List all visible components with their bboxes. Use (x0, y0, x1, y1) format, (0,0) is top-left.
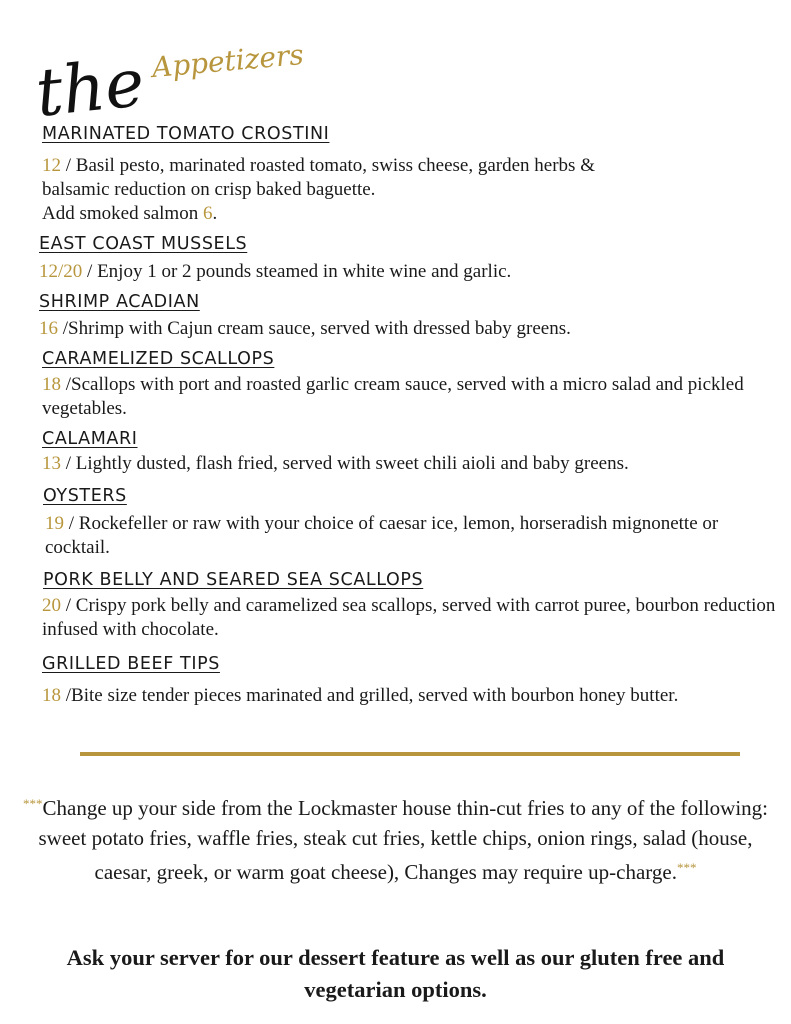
item-title-oysters: OYSTERS (43, 486, 127, 506)
addon-text: Add smoked salmon (42, 203, 203, 224)
item-text: Bite size tender pieces marinated and grilled, served with bourbon honey butter. (71, 685, 679, 706)
price-separator: / (61, 595, 76, 616)
item-title-caramelized-scallops: CARAMELIZED SCALLOPS (42, 349, 275, 369)
item-title-grilled-beef-tips: GRILLED BEEF TIPS (42, 654, 220, 674)
item-title-shrimp-acadian: SHRIMP ACADIAN (39, 292, 200, 312)
item-price: 16 (39, 318, 58, 339)
note-text: Change up your side from the Lockmaster house thin-cut fries to any of the following: sweet potato fries, waffle fries, steak cut fries, kettle chips, onion rings, salad (house, caesar, greek, or warm goat cheese), Changes may require up-charge. (38, 796, 768, 884)
price-separator: / (64, 513, 79, 534)
item-price: 18 (42, 374, 61, 395)
item-text: Rockefeller or raw with your choice of caesar ice, lemon, horseradish mignonette or cocktail. (45, 513, 719, 558)
addon-price: 6 (202, 203, 213, 224)
item-text: Scallops with port and roasted garlic cream sauce, served with a micro salad and pickled vegetables. (42, 374, 744, 419)
server-ask-footer: Ask your server for our dessert feature as well as our gluten free and vegetarian options. (66, 945, 725, 1002)
item-desc-calamari (42, 452, 767, 476)
price-separator: / (61, 685, 72, 706)
price-separator: / (61, 453, 76, 474)
item-text: Basil pesto, marinated roasted tomato, swiss cheese, garden herbs & balsamic reduction on crisp baked baguette. (42, 155, 595, 200)
addon-end: . (212, 203, 218, 224)
item-desc-pork-belly-and-seared-sea-scallops (42, 594, 777, 642)
script-word-the: the (34, 43, 148, 128)
note-stars-close: *** (676, 860, 697, 875)
item-desc-grilled-beef-tips (42, 684, 772, 708)
section-logo (34, 18, 344, 128)
appetizers-script-heading (34, 18, 344, 128)
item-price: 13 (42, 453, 61, 474)
item-desc-shrimp-acadian (39, 317, 759, 341)
item-price: 18 (42, 685, 61, 706)
item-desc-oysters (45, 512, 745, 560)
price-separator: / (82, 261, 98, 282)
item-title-pork-belly-and-seared-sea-scallops: PORK BELLY AND SEARED SEA SCALLOPS (43, 570, 424, 590)
item-text: Shrimp with Cajun cream sauce, served with dressed baby greens. (68, 318, 571, 339)
item-text: Enjoy 1 or 2 pounds steamed in white wine and garlic. (97, 261, 512, 282)
item-price: 20 (42, 595, 61, 616)
item-desc-caramelized-scallops (42, 373, 752, 421)
item-price: 12/20 (39, 261, 83, 282)
price-separator: / (61, 374, 72, 395)
item-title-marinated-tomato-crostini: MARINATED TOMATO CROSTINI (42, 124, 330, 144)
item-desc-east-coast-mussels (39, 260, 759, 284)
section-title-appetizers: Appetizers (150, 37, 305, 85)
item-price: 19 (45, 513, 64, 534)
price-separator: / (58, 318, 69, 339)
item-desc-marinated-tomato-crostini (42, 154, 652, 226)
note-stars-open: *** (23, 796, 43, 811)
price-separator: / (61, 155, 76, 176)
gold-divider (80, 752, 740, 756)
item-text: Lightly dusted, flash fried, served with sweet chili aioli and baby greens. (75, 453, 629, 474)
side-change-note (20, 789, 771, 888)
item-text: Crispy pork belly and caramelized sea scallops, served with carrot puree, bourbon reduction infused with chocolate. (42, 595, 776, 640)
item-title-east-coast-mussels: EAST COAST MUSSELS (39, 234, 248, 254)
item-price: 12 (42, 155, 61, 176)
item-title-calamari: CALAMARI (42, 429, 138, 449)
